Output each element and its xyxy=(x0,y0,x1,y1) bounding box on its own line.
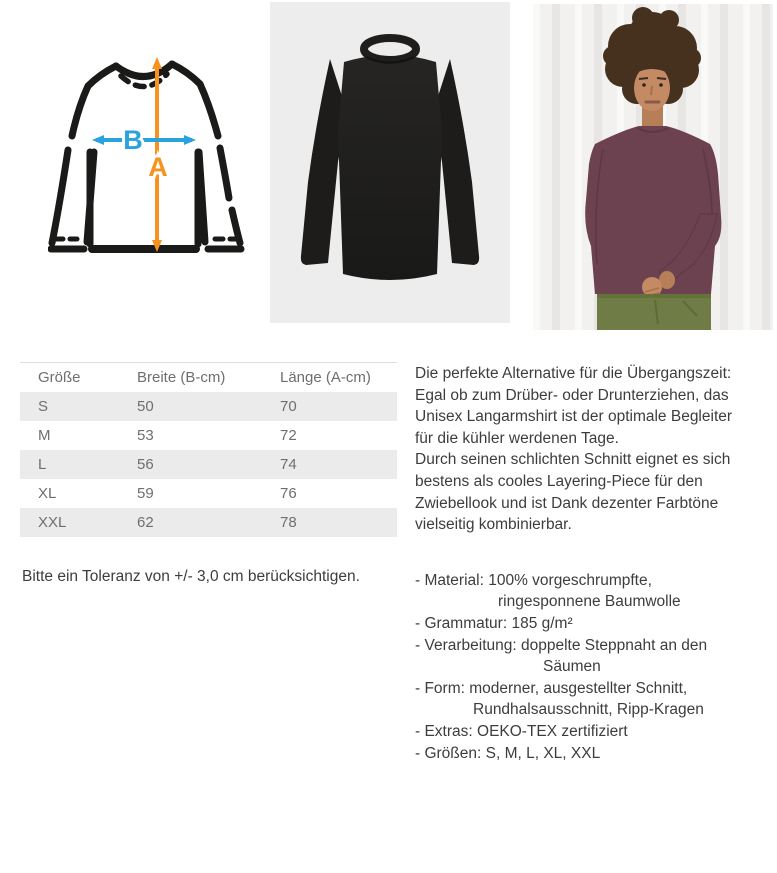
model-pants xyxy=(597,294,711,330)
length-cell: 74 xyxy=(280,456,297,473)
table-row xyxy=(20,392,397,421)
size-table xyxy=(20,362,397,537)
description-line: Zwiebellook und ist Dank dezenter Farbtöne xyxy=(415,494,719,512)
width-cell: 62 xyxy=(137,514,154,531)
description-line: Unisex Langarmshirt ist der optimale Begleiter xyxy=(415,408,733,426)
tolerance-note: Bitte ein Toleranz von +/- 3,0 cm berücksichtigen. xyxy=(22,568,360,585)
description-line: vielseitig kombinierbar. xyxy=(415,516,572,534)
size-cell: XL xyxy=(38,485,57,502)
size-cell: L xyxy=(38,456,47,473)
length-cell: 78 xyxy=(280,514,297,531)
description-line: Egal ob zum Drüber- oder Drunterziehen, das xyxy=(415,386,729,404)
shirt-outline-icon xyxy=(51,64,241,249)
spec-line: Rundhalsausschnitt, Ripp-Kragen xyxy=(473,701,704,719)
width-cell: 50 xyxy=(137,398,154,415)
black-shirt-image xyxy=(270,2,510,323)
description-paragraph xyxy=(415,363,777,536)
spec-line: - Form: moderner, ausgestellter Schnitt, xyxy=(415,679,688,697)
size-cell: XXL xyxy=(38,514,67,531)
table-header-row xyxy=(20,363,397,393)
table-row xyxy=(20,508,397,537)
width-arrow-icon xyxy=(92,135,196,145)
description-line: bestens als cooles Layering-Piece für den xyxy=(415,472,703,490)
description-line: Die perfekte Alternative für die Übergangszeit: xyxy=(415,365,732,382)
table-row xyxy=(20,450,397,479)
product-description xyxy=(415,363,777,764)
size-diagram-image xyxy=(48,52,245,260)
table-row xyxy=(20,421,397,450)
table-row xyxy=(20,479,397,508)
spec-line: ringesponnene Baumwolle xyxy=(498,593,681,611)
spec-line: - Grammatur: 185 g/m² xyxy=(415,614,573,632)
size-cell: M xyxy=(38,427,51,444)
size-cell: S xyxy=(38,398,49,415)
width-cell: 56 xyxy=(137,456,154,473)
spec-line: - Extras: OEKO-TEX zertifiziert xyxy=(415,722,628,740)
column-header-laenge: Länge (A-cm) xyxy=(280,363,397,393)
spec-line: - Verarbeitung: doppelte Steppnaht an den xyxy=(415,636,708,654)
spec-line: Säumen xyxy=(543,658,601,676)
width-cell: 59 xyxy=(137,485,154,502)
length-cell: 72 xyxy=(280,427,297,444)
spec-list xyxy=(415,570,777,764)
width-label: B xyxy=(123,125,143,155)
column-header-breite: Breite (B-cm) xyxy=(137,363,280,393)
product-photo xyxy=(270,2,510,323)
column-header-groesse: Größe xyxy=(20,363,137,393)
model-photo xyxy=(533,4,773,330)
length-cell: 76 xyxy=(280,485,297,502)
description-line: für die kühler werdenen Tage. xyxy=(415,429,619,447)
spec-line: - Größen: S, M, L, XL, XXL xyxy=(415,744,601,762)
length-label: A xyxy=(148,152,168,182)
length-cell: 70 xyxy=(280,398,297,415)
model-shirt xyxy=(585,126,721,294)
model-face xyxy=(634,60,670,128)
width-cell: 53 xyxy=(137,427,154,444)
model-illustration xyxy=(533,4,773,330)
spec-line: - Material: 100% vorgeschrumpfte, xyxy=(415,571,652,589)
description-line: Durch seinen schlichten Schnitt eignet es sich xyxy=(415,451,731,469)
